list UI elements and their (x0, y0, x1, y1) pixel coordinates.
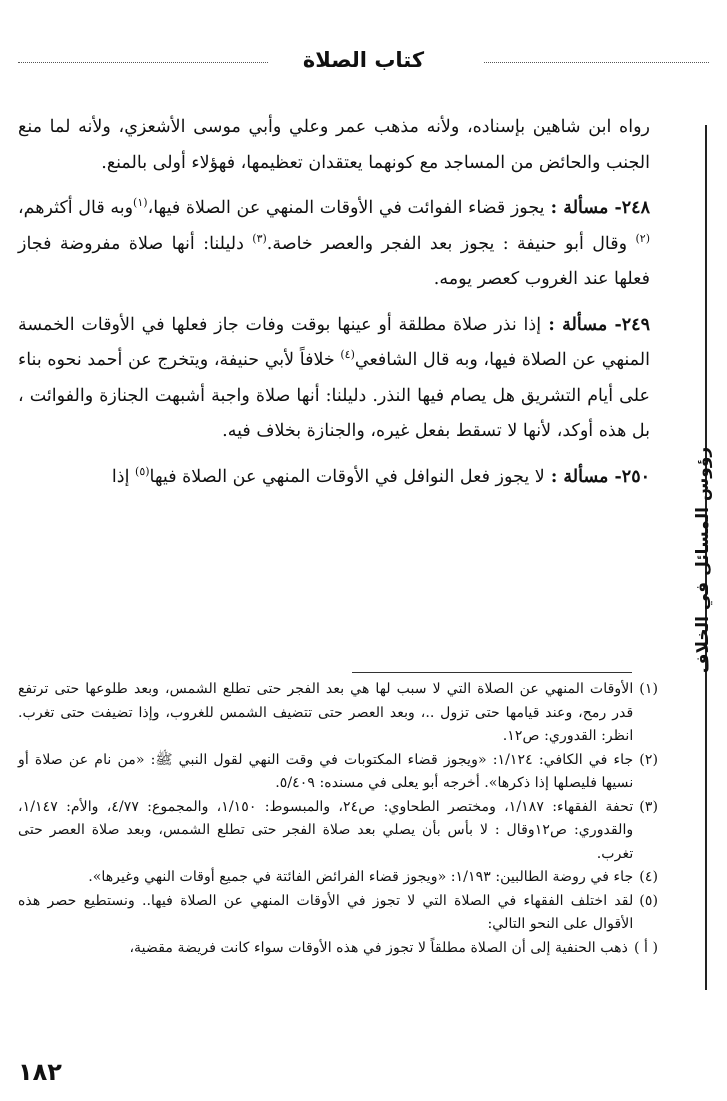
issues-list (18, 191, 650, 495)
issue-number: ٢٥٠- (608, 466, 650, 487)
footnote (18, 890, 658, 937)
footnote-text: تحفة الفقهاء: ١/١٨٧، ومختصر الطحاوي: ص٢٤، والمبسوط: ١/١٥٠، والمجموع: ٤/٧٧، والأم: ١/١٤٧، والقدوري: ص١٢وقال : لا بأس بأن يصلي بعد صلاة الفجر حتى تطلع الشمس، وبعد صلاة العصر حتى تغرب. (18, 798, 634, 862)
issue-number: ٢٤٨- (608, 198, 650, 218)
footnote-number: (٣) (639, 798, 658, 815)
issue-paragraph (18, 191, 650, 298)
footnote-number: (٥) (639, 892, 658, 909)
footnote (18, 866, 658, 890)
main-text (18, 110, 650, 505)
running-header (18, 48, 709, 74)
footnote-ref[interactable]: (٥) (135, 464, 150, 478)
footnote-number: (٢) (639, 751, 658, 768)
side-book-title: رؤوس المسائل في الخلاف (693, 446, 713, 674)
footnote-ref[interactable]: (٢) (635, 231, 650, 245)
issue-label: مسألة : (541, 314, 608, 335)
issue-number: ٢٤٩- (607, 314, 650, 335)
footnote-text: ذهب الحنفية إلى أن الصلاة مطلقاً لا تجوز في هذه الأوقات سواء كانت فريضة مقضية، (129, 939, 628, 956)
issue-text: إذا نذر صلاة مطلقة أو عينها بوقت وفات جاز فعلها في الأوقات الخمسة المنهي عن الصلاة فيها، وبه قال الشافعي (18, 314, 650, 370)
issue-paragraph (18, 308, 650, 450)
issue-text: إذا (111, 466, 136, 487)
issue-text: وقال أبو حنيفة : يجوز بعد الفجر والعصر خاصة. (266, 233, 636, 254)
intro-paragraph: رواه ابن شاهين بإسناده، ولأنه مذهب عمر وعلي وأبي موسى الأشعزي، ولأنه لما منع الجنب والحائض من المساجد مع كونهما يعتقدان تعظيمها، فهؤلاء أولى بالمنع. (18, 117, 650, 173)
issue-label: مسألة : (544, 466, 609, 487)
footnote-number: ( أ ) (633, 939, 658, 956)
page-number: ١٨٢ (18, 1058, 62, 1086)
footnote-number: (١) (639, 681, 658, 697)
footnote-ref[interactable]: (٣) (252, 231, 267, 245)
issue-text: وبه قال أكثرهم، (18, 198, 134, 218)
footnote-ref[interactable]: (٤) (340, 348, 355, 362)
footnote-text: لقد اختلف الفقهاء في الصلاة التي لا تجوز في الأوقات المنهي عن الصلاة فيها.. ونستطيع حصر هذه الأقوال على النحو التالي: (18, 892, 634, 932)
footnote (18, 937, 658, 961)
header-rule-right (484, 62, 709, 63)
footnote-number: (٤) (639, 869, 658, 885)
footnote-text: جاء في الكافي: ١/١٢٤: «ويجوز قضاء المكتوبات في وقت النهي لقول النبي ﷺ: «من نام عن صلاة أو نسيها فليصلها إذا ذكرها». أخرجه أبو يعلى في مسنده: ٥/٤٠٩. (18, 751, 634, 791)
footnote (18, 796, 658, 867)
issue-label: مسألة : (544, 198, 609, 218)
issue-text: لا يجوز فعل النوافل في الأوقات المنهي عن الصلاة فيها (149, 466, 545, 487)
footnote (18, 678, 658, 749)
footnote-text: جاء في روضة الطالبين: ١/١٩٣: «ويجوز قضاء الفرائض الفائتة في جميع أوقات النهي وغيرها». (88, 869, 634, 885)
book-section-title: كتاب الصلاة (302, 48, 425, 72)
issue-paragraph (18, 460, 650, 496)
footnote-separator (352, 672, 632, 673)
footnote (18, 749, 658, 796)
issue-text: دليلنا: أنها صلاة مفروضة فجاز فعلها عند الغروب كعصر يومه. (18, 233, 650, 289)
issue-text: خلافاً لأبي حنيفة، ويتخرج عن أحمد نحوه بناء على أيام التشريق هل يصام فيها النذر. دليلنا: أنها صلاة واجبة أشبهت الجنازة والفوائت ، بل هذه أوكد، لأنها لا تسقط بفعل غيره، والجنازة بخلاف فيه. (18, 350, 650, 441)
footnote-text: الأوقات المنهي عن الصلاة التي لا سبب لها هي بعد الفجر حتى تطلع الشمس، وبعد طلوعها حتى ترتفع قدر رمح، وعند قيامها حتى تزول ..، وبعد العصر حتى تتضيف الشمس للغروب، وإذا تضيفت حتى تغرب. انظر: القدوري: ص١٢. (18, 681, 634, 744)
footnotes (18, 678, 658, 960)
issue-text: يجوز قضاء الفوائت في الأوقات المنهي عن الصلاة فيها، (147, 198, 545, 218)
footnote-ref[interactable]: (١) (133, 196, 148, 210)
